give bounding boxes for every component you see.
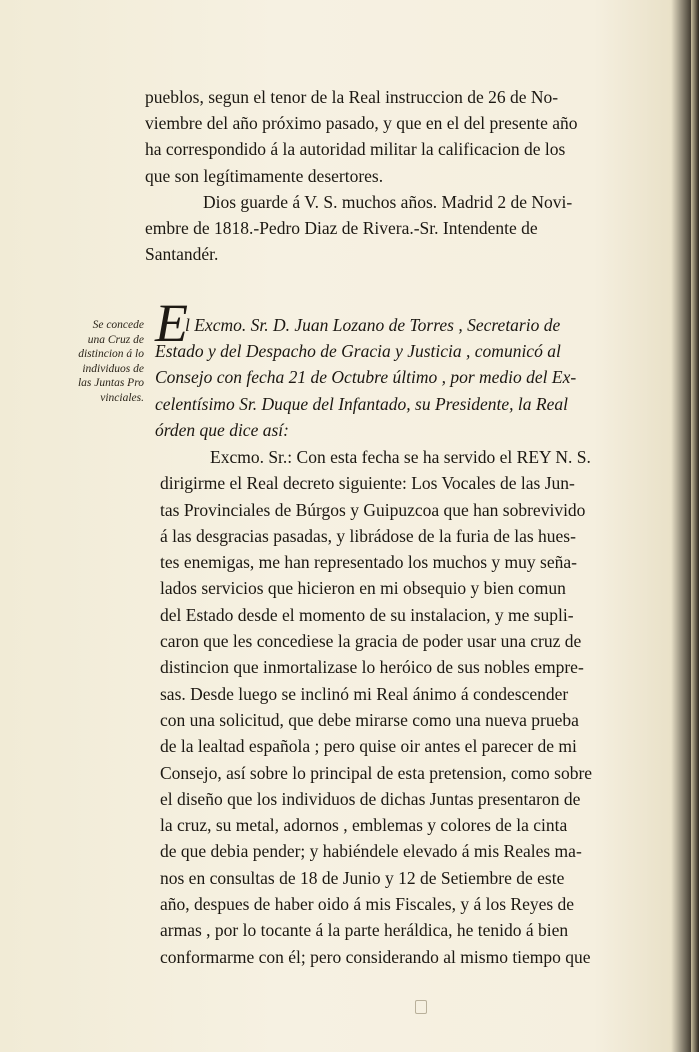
text-line: pueblos, segun el tenor de la Real instruccion de 26 de No-	[145, 87, 559, 107]
text-line: Dios guarde á V. S. muchos años. Madrid 2 de Novi-	[203, 192, 573, 212]
page-edge-shadow	[691, 0, 699, 1052]
print-smudge	[415, 1000, 427, 1014]
margin-note-line: vinciales.	[100, 391, 144, 404]
text-line: de que debia pender; y habiéndele elevado á mis Reales ma-	[160, 841, 582, 862]
text-line: Santandér.	[145, 244, 219, 265]
text-line: órden que dice así:	[155, 419, 289, 440]
text-line: conformarme con él; pero considerando al mismo tiempo que	[160, 946, 591, 967]
top-paragraph	[145, 84, 665, 189]
text-line: lados servicios que hicieron en mi obsequio y bien comun	[160, 578, 566, 599]
text-line: distincion que inmortalizase lo heróico de sus nobles empre-	[160, 657, 584, 678]
text-line: dirigirme el Real decreto siguiente: Los Vocales de las Jun-	[160, 473, 575, 494]
text-line: con una solicitud, que debe mirarse como una nueva prueba	[160, 709, 579, 730]
text-line: el diseño que los individuos de dichas Juntas presentaron de	[160, 788, 581, 809]
text-line: tes enemigas, me han representado los muchos y muy seña-	[160, 552, 577, 573]
text-line: año, despues de haber oido á mis Fiscales, y á los Reyes de	[160, 894, 575, 915]
text-line: viembre del año próximo pasado, y que en el del presente año	[145, 113, 578, 134]
text-line: la cruz, su metal, adornos , emblemas y colores de la cinta	[160, 815, 568, 836]
text-line: ha correspondido á la autoridad militar la calificacion de los	[145, 139, 566, 160]
margin-note-line: una Cruz de	[87, 333, 144, 346]
text-line: Estado y del Despacho de Gracia y Justicia , comunicó al	[155, 341, 561, 362]
margin-note	[46, 318, 144, 406]
text-line: nos en consultas de 18 de Junio y 12 de Setiembre de este	[160, 867, 565, 888]
text-line: de la lealtad española ; pero quise oir antes el parecer de mi	[160, 736, 577, 757]
text-line: celentísimo Sr. Duque del Infantado, su Presidente, la Real	[155, 393, 568, 414]
text-line: caron que les concediese la gracia de poder usar una cruz de	[160, 631, 582, 652]
closing-paragraph	[145, 189, 665, 268]
text-line: tas Provinciales de Búrgos y Guipuzcoa que han sobrevivido	[160, 499, 586, 520]
text-line: Consejo con fecha 21 de Octubre último , por medio del Ex-	[155, 367, 577, 388]
text-line: sas. Desde luego se inclinó mi Real ánimo á condescender	[160, 683, 569, 704]
decree-intro	[155, 312, 680, 443]
text-line: embre de 1818.-Pedro Diaz de Rivera.-Sr. Intendente de	[145, 218, 538, 239]
margin-note-line: distincion á lo	[78, 348, 144, 361]
text-line: Consejo, así sobre lo principal de esta pretension, como sobre	[160, 762, 593, 783]
decree-body	[160, 444, 682, 970]
text-line: que son legítimamente desertores.	[145, 165, 384, 186]
text-line: Excmo. Sr.: Con esta fecha se ha servido el REY N. S.	[210, 447, 591, 467]
text-line: del Estado desde el momento de su instalacion, y me supli-	[160, 604, 574, 625]
margin-note-line: individuos de	[82, 362, 144, 375]
margin-note-line: Se concede	[92, 319, 144, 331]
text-line: armas , por lo tocante á la parte heráldica, he tenido á bien	[160, 920, 569, 941]
margin-note-line: las Juntas Pro	[77, 377, 144, 390]
text-line: á las desgracias pasadas, y librádose de la furia de las hues-	[160, 525, 576, 546]
text-line: l Excmo. Sr. D. Juan Lozano de Torres , Secretario de	[185, 315, 561, 335]
drop-cap: E	[155, 293, 188, 353]
